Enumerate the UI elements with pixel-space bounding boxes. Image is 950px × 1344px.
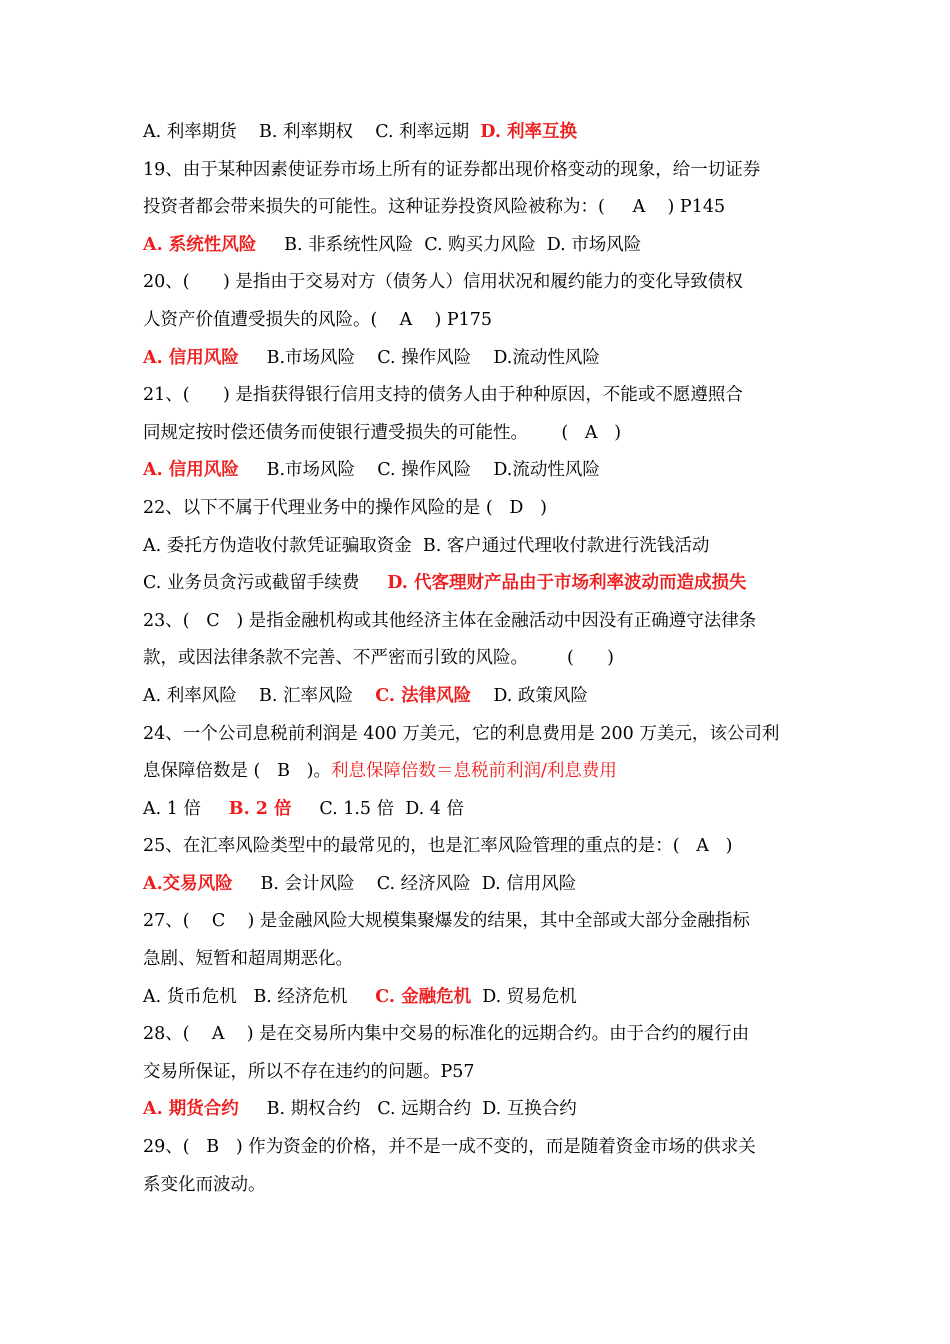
text-line (143, 979, 815, 1017)
text-segment: 同规定按时偿还债务而使银行遭受损失的可能性。 ( A ) (143, 422, 622, 443)
text-segment: B.市场风险 C. 操作风险 D.流动性风险 (238, 460, 600, 481)
text-segment: 21、( ) 是指获得银行信用支持的债务人由于种种原因，不能或不愿遵照合 (143, 385, 743, 406)
text-line (143, 678, 815, 716)
text-segment: A. 货币危机 B. 经济危机 (143, 986, 376, 1007)
text-line (143, 1054, 815, 1092)
text-line (143, 377, 815, 415)
text-segment: C. 业务员贪污或截留手续费 (143, 573, 388, 594)
text-line (143, 828, 815, 866)
text-segment: A. 利率期货 B. 利率期权 C. 利率远期 (143, 122, 481, 142)
text-line (143, 753, 815, 791)
text-line (143, 452, 815, 490)
text-segment: B. 会计风险 C. 经济风险 D. 信用风险 (232, 873, 577, 894)
text-line (143, 791, 815, 829)
answer-highlight: A. 信用风险 (143, 460, 239, 481)
text-line (143, 189, 815, 227)
answer-highlight: D. 利率互换 (480, 122, 578, 142)
text-segment: 系变化而波动。 (143, 1174, 266, 1195)
text-segment: 款，或因法律条款不完善、不严密而引致的风险。 ( ) (143, 648, 614, 669)
text-segment: 19、由于某种因素使证券市场上所有的证券都出现价格变动的现象，给一切证券 (143, 159, 761, 180)
text-line (143, 640, 815, 678)
text-line (143, 941, 815, 979)
text-segment: B. 期权合约 C. 远期合约 D. 互换合约 (238, 1099, 577, 1120)
answer-highlight: A. 系统性风险 (143, 234, 257, 255)
text-line (143, 152, 815, 190)
answer-highlight: C. 法律风险 (375, 685, 472, 706)
text-segment: 交易所保证，所以不存在违约的问题。P57 (143, 1061, 475, 1082)
text-line (143, 1129, 815, 1167)
text-segment: 28、( A ) 是在交易所内集中交易的标准化的远期合约。由于合约的履行由 (143, 1024, 750, 1045)
answer-highlight: A.交易风险 (143, 873, 233, 894)
answer-highlight: B. 2 倍 (228, 798, 292, 819)
text-line (143, 903, 815, 941)
text-line (143, 866, 815, 904)
text-segment: 22、以下不属于代理业务中的操作风险的是 ( D ) (143, 497, 547, 518)
text-line (143, 716, 815, 754)
text-line (143, 1016, 815, 1054)
answer-highlight: D. 代客理财产品由于市场利率波动而造成损失 (387, 573, 747, 594)
answer-highlight: C. 金融危机 (375, 986, 472, 1007)
text-segment: D. 政策风险 (471, 685, 588, 706)
text-segment: B. 非系统性风险 C. 购买力风险 D. 市场风险 (256, 234, 642, 255)
text-line (143, 1091, 815, 1129)
text-line (143, 490, 815, 528)
text-line (143, 565, 815, 603)
text-segment: D. 贸易危机 (471, 986, 577, 1007)
text-line (143, 1167, 815, 1205)
text-segment: A. 利率风险 B. 汇率风险 (143, 685, 376, 706)
text-line (143, 302, 815, 340)
text-segment: 息保障倍数是 ( B )。 (143, 761, 331, 782)
text-segment: 20、( ) 是指由于交易对方（债务人）信用状况和履约能力的变化导致债权 (143, 272, 743, 293)
text-segment: 24、一个公司息税前利润是 400 万美元，它的利息费用是 200 万美元，该公司利 (143, 723, 780, 744)
text-segment: 29、( B ) 作为资金的价格，并不是一成不变的，而是随着资金市场的供求关 (143, 1137, 756, 1158)
text-segment: A. 1 倍 (143, 798, 229, 819)
text-line (143, 603, 815, 641)
text-segment: 投资者都会带来损失的可能性。这种证券投资风险被称为：( A ) P145 (143, 197, 726, 218)
text-segment: 25、在汇率风险类型中的最常见的，也是汇率风险管理的重点的是：( A ) (143, 836, 733, 857)
text-line (143, 114, 815, 152)
text-segment: A. 委托方伪造收付款凭证骗取资金 B. 客户通过代理收付款进行洗钱活动 (143, 535, 710, 556)
text-segment: 23、( C ) 是指金融机构或其他经济主体在金融活动中因没有正确遵守法律条 (143, 610, 757, 631)
text-line (143, 264, 815, 302)
document-page (143, 114, 815, 1204)
answer-highlight: A. 信用风险 (143, 347, 239, 368)
text-segment: C. 1.5 倍 D. 4 倍 (291, 798, 464, 819)
text-line (143, 415, 815, 453)
text-line (143, 227, 815, 265)
answer-highlight: A. 期货合约 (143, 1099, 239, 1120)
text-segment: 27、( C ) 是金融风险大规模集聚爆发的结果，其中全部或大部分金融指标 (143, 911, 750, 932)
answer-highlight: 利息保障倍数＝息税前利润/利息费用 (330, 761, 617, 782)
text-line (143, 528, 815, 566)
text-line (143, 340, 815, 378)
text-segment: B.市场风险 C. 操作风险 D.流动性风险 (238, 347, 600, 368)
text-segment: 急剧、短暂和超周期恶化。 (143, 949, 353, 970)
text-segment: 人资产价值遭受损失的风险。( A ) P175 (143, 309, 493, 330)
